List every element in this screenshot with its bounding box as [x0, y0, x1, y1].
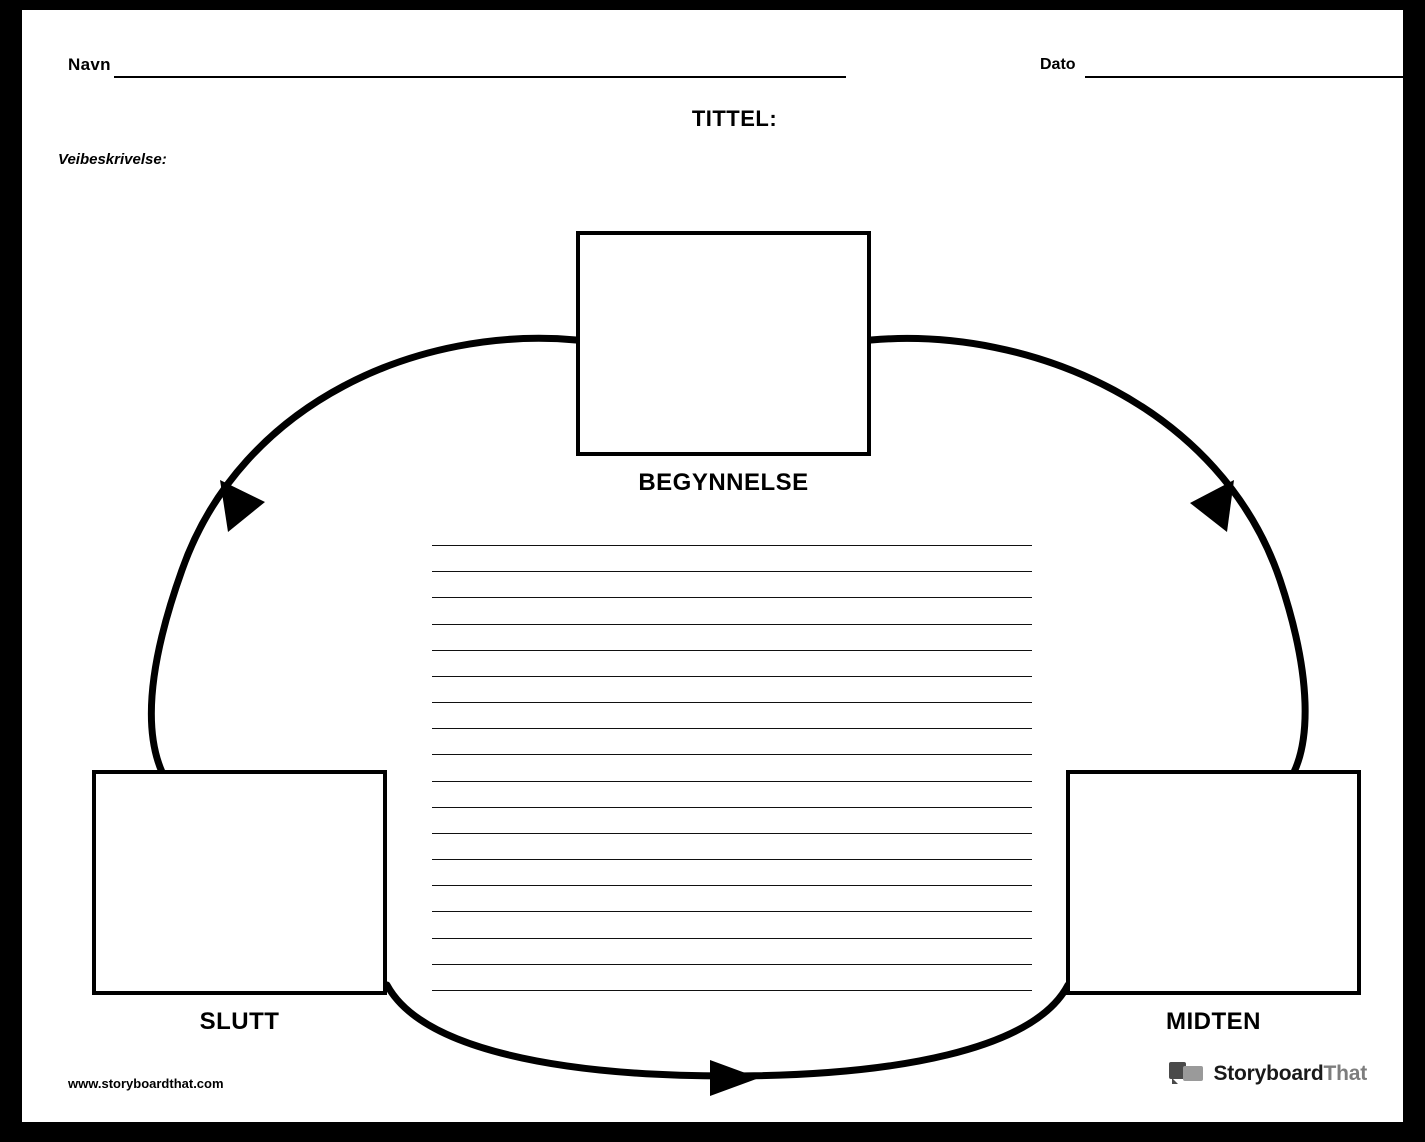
writing-line[interactable] [432, 624, 1032, 625]
writing-line[interactable] [432, 781, 1032, 782]
writing-line[interactable] [432, 545, 1032, 546]
writing-line[interactable] [432, 571, 1032, 572]
writing-line[interactable] [432, 859, 1032, 860]
brand-secondary: That [1323, 1062, 1367, 1085]
writing-line[interactable] [432, 807, 1032, 808]
writing-line[interactable] [432, 676, 1032, 677]
beginning-box-label: BEGYNNELSE [638, 469, 809, 496]
brand-primary: Storyboard [1213, 1062, 1324, 1085]
writing-line[interactable] [432, 964, 1032, 965]
worksheet-sheet [22, 10, 1403, 1122]
title-label: TITTEL: [691, 106, 778, 131]
footer-url[interactable]: www.storyboardthat.com [68, 1076, 224, 1091]
name-label: Navn [68, 55, 111, 74]
end-box[interactable] [92, 770, 387, 995]
writing-line[interactable] [432, 702, 1032, 703]
writing-line[interactable] [432, 990, 1032, 991]
end-box-label: SLUTT [199, 1008, 280, 1035]
beginning-box[interactable] [576, 231, 871, 456]
speech-bubble-icon [1169, 1060, 1205, 1088]
writing-line[interactable] [432, 911, 1032, 912]
brand-name [1213, 1062, 1367, 1086]
writing-line[interactable] [432, 754, 1032, 755]
directions-label: Veibeskrivelse: [58, 151, 167, 168]
name-write-line[interactable] [114, 76, 846, 78]
writing-lines[interactable] [432, 545, 1032, 990]
date-label: Dato [1040, 56, 1076, 73]
writing-line[interactable] [432, 650, 1032, 651]
writing-line[interactable] [432, 885, 1032, 886]
storyboardthat-logo[interactable] [1169, 1060, 1367, 1088]
writing-line[interactable] [432, 938, 1032, 939]
writing-line[interactable] [432, 597, 1032, 598]
date-write-line[interactable] [1085, 76, 1413, 78]
writing-line[interactable] [432, 728, 1032, 729]
middle-box[interactable] [1066, 770, 1361, 995]
middle-box-label: MIDTEN [1166, 1008, 1261, 1035]
writing-line[interactable] [432, 833, 1032, 834]
